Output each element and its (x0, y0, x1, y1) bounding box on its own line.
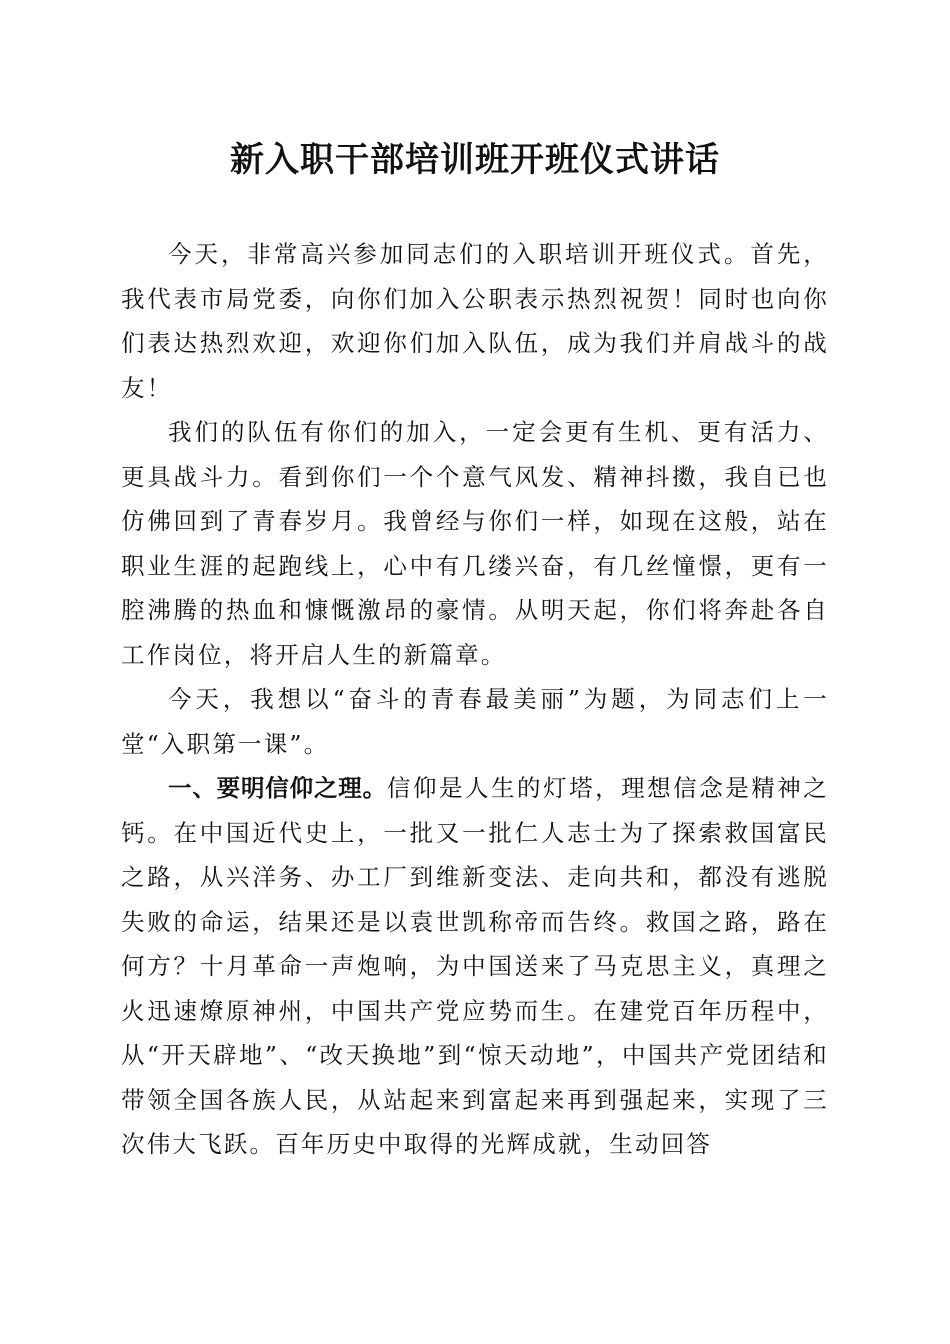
paragraph-4-text: 信仰是人生的灯塔，理想信念是精神之钙。在中国近代史上，一批又一批仁人志士为了探索救国富民之路，从兴洋务、办工厂到维新变法、走向共和，都没有逃脱失败的命运，结果还是以袁世凯称帝而告终。救国之路，路在何方？十月革命一声炮响，为中国送来了马克思主义，真理之火迅速燎原神州，中国共产党应势而生。在建党百年历程中，从“开天辟地”、“改天换地”到“惊天动地”，中国共产党团结和带领全国各族人民，从站起来到富起来再到强起来，实现了三次伟大飞跃。百年历史中取得的光辉成就，生动回答 (121, 774, 830, 1158)
paragraph-4 (121, 766, 829, 1167)
paragraph-2-text: 我们的队伍有你们的加入，一定会更有生机、更有活力、更具战斗力。看到你们一个个意气风发、精神抖擞，我自已也仿佛回到了青春岁月。我曾经与你们一样，如现在这般，站在职业生涯的起跑线上，心中有几缕兴奋，有几丝憧憬，更有一腔沸腾的热血和慷慨激昂的豪情。从明天起，你们将奔赴各自工作岗位，将开启人生的新篇章。 (121, 418, 829, 669)
document-title: 新入职干部培训班开班仪式讲话 (230, 140, 720, 180)
paragraph-1-text: 今天，非常高兴参加同志们的入职培训开班仪式。首先，我代表市局党委，向你们加入公职表示热烈祝贺！同时也向你们表达热烈欢迎，欢迎你们加入队伍，成为我们并肩战斗的战友！ (121, 240, 829, 402)
paragraph-3 (121, 677, 829, 766)
paragraph-1 (121, 232, 829, 410)
section-heading-1: 一、要明信仰之理。 (168, 774, 387, 802)
paragraph-3-text: 今天，我想以“奋斗的青春最美丽”为题，为同志们上一堂“入职第一课”。 (121, 685, 829, 758)
document-body (121, 232, 829, 1167)
paragraph-2 (121, 410, 829, 677)
